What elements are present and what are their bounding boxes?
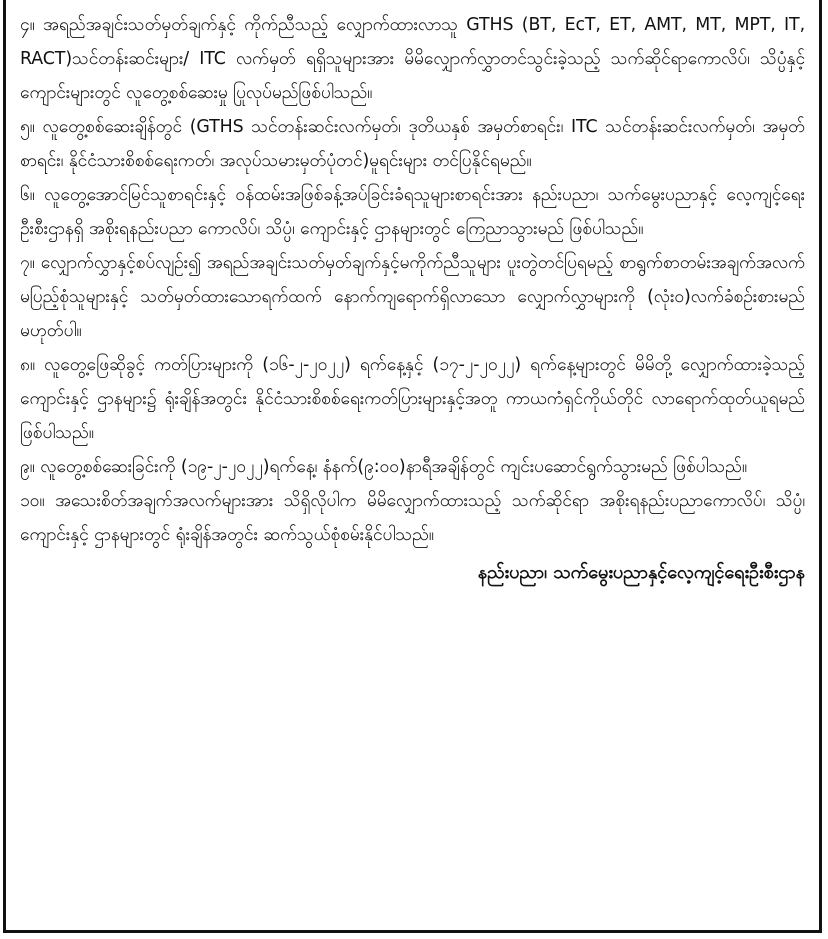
paragraph-6: ၆။ လူတွေ့အောင်မြင်သူစာရင်းနှင့် ဝန်ထမ်းအဖြစ်ခန့်အပ်ခြင်းခံရသူများစာရင်းအား နည်းပညာ၊ သက်မွေးပညာနှင့် လေ့ကျင့်ရေးဦးစီးဌာနရှိ အစိုးရနည်းပညာ ကောလိပ်၊ သိပ္ပံ၊ ကျောင်းနှင့် ဌာနများတွင် ကြေညာသွားမည် ဖြစ်ပါသည်။ <box>20 185 805 239</box>
paragraph-7: ၇။ လျှောက်လွှာနှင့်စပ်လျဉ်း၍ အရည်အချင်းသတ်မှတ်ချက်နှင့်မကိုက်ညီသူများ ပူးတွဲတင်ပြရမည့် စာရွက်စာတမ်းအချက်အလက်မပြည့်စုံသူများနှင့် သတ်မှတ်ထားသောရက်ထက် နောက်ကျရောက်ရှိလာသော လျှောက်လွှာများကို (လုံး၀)လက်ခံစဉ်းစားမည်မဟုတ်ပါ။ <box>20 253 805 341</box>
notice-frame <box>3 0 822 933</box>
issuing-department: နည်းပညာ၊ သက်မွေးပညာနှင့်လေ့ကျင့်ရေးဦးစီးဌာန <box>477 562 805 583</box>
paragraph-4: ၄။ အရည်အချင်းသတ်မှတ်ချက်နှင့် ကိုက်ညီသည့် လျှောက်ထားလာသူ GTHS (BT, EcT, ET, AMT, MT, MPT, IT, RACT)သင်တန်းဆင်းများ/ ITC လက်မှတ် ရရှိသူများအား မိမိလျှောက်လွှာတင်သွင်းခဲ့သည့် သက်ဆိုင်ရာကောလိပ်၊ သိပ္ပံနှင့် ကျောင်းများတွင် လူတွေ့စစ်ဆေးမှု ပြုလုပ်မည်ဖြစ်ပါသည်။ <box>20 15 805 103</box>
paragraph-8: ၈။ လူတွေ့ဖြေဆိုခွင့် ကတ်ပြားများကို (၁၆-၂-၂၀၂၂) ရက်နေ့နှင့် (၁၇-၂-၂၀၂၂) ရက်နေ့များတွင် မိမိတို့ လျှောက်ထားခဲ့သည့် ကျောင်းနှင့် ဌာနများ၌ ရုံးချိန်အတွင်း နိုင်ငံသားစိစစ်ရေးကတ်ပြားများနှင့်အတူ ကာယကံရှင်ကိုယ်တိုင် လာရောက်ထုတ်ယူရမည် ဖြစ်ပါသည်။ <box>20 355 805 443</box>
paragraph-5: ၅။ လူတွေ့စစ်ဆေးချိန်တွင် (GTHS သင်တန်းဆင်းလက်မှတ်၊ ဒုတိယနှစ် အမှတ်စာရင်း၊ ITC သင်တန်းဆင်းလက်မှတ်၊ အမှတ်စာရင်း၊ နိုင်ငံသားစိစစ်ရေးကတ်၊ အလုပ်သမားမှတ်ပုံတင်)မူရင်းများ တင်ပြနိုင်ရမည်။ <box>20 117 805 171</box>
paragraph-9: ၉။ လူတွေ့စစ်ဆေးခြင်းကို (၁၉-၂-၂၀၂၂)ရက်နေ့၊ နံနက်(၉:၀၀)နာရီအချိန်တွင် ကျင်းပဆောင်ရွက်သွားမည် ဖြစ်ပါသည်။ <box>20 457 748 477</box>
paragraph-10: ၁၀။ အသေးစိတ်အချက်အလက်များအား သိရှိလိုပါက မိမိလျှောက်ထားသည့် သက်ဆိုင်ရာ အစိုးရနည်းပညာကောလိပ်၊ သိပ္ပံ၊ ကျောင်းနှင့် ဌာနများတွင် ရုံးချိန်အတွင်း ဆက်သွယ်စုံစမ်းနိုင်ပါသည်။ <box>20 491 805 545</box>
